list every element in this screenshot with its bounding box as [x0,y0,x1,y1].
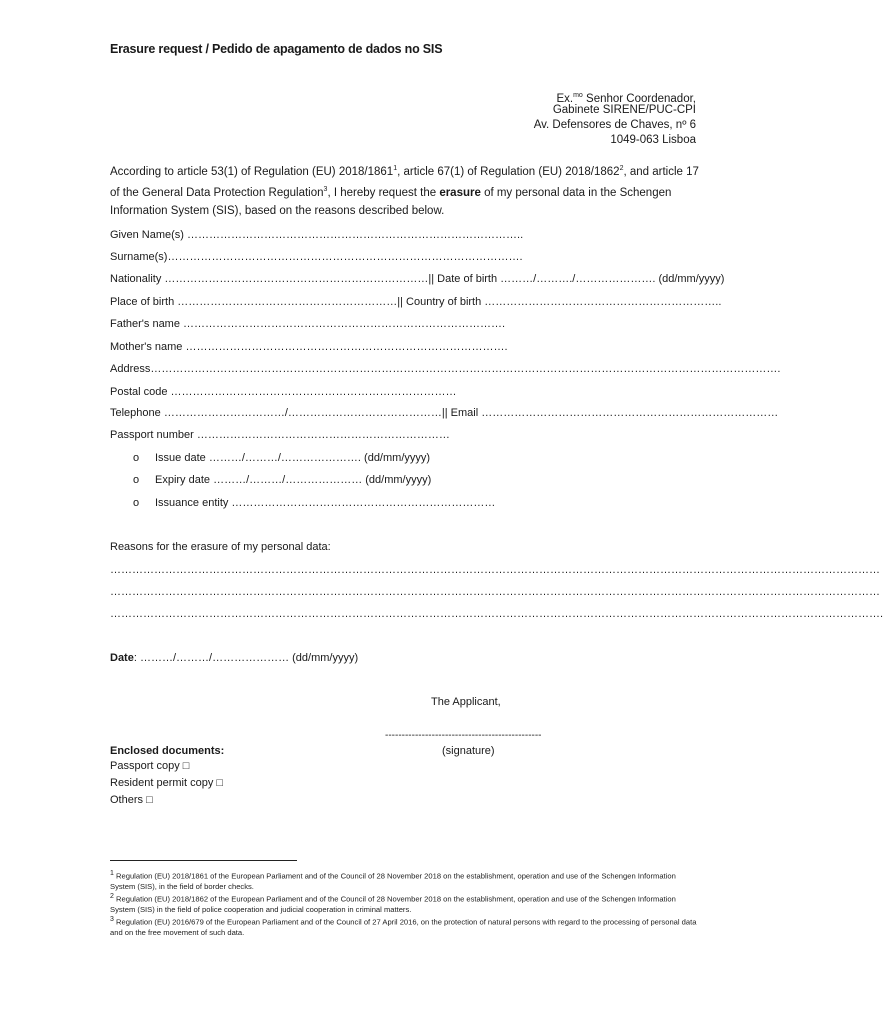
address-field[interactable]: Address………………………………………………………………………………………………………………………………………………………. [110,363,781,375]
issuance-entity-field[interactable]: o Issuance entity ……………………………………………………………… [133,497,496,509]
bullet-icon: o [133,474,140,486]
enclosed-item-resident-permit[interactable]: Resident permit copy □ [110,777,224,789]
telephone-email-field[interactable]: Telephone ……………………………/……………………………………|| Email ……………………………………………………………………… [110,407,779,419]
address-line-2: Gabinete SIRENE/PUC-CPI [552,104,696,116]
enclosed-heading: Enclosed documents: [110,745,225,757]
issue-date-field[interactable]: o Issue date ………/………/…………………. (dd/mm/yyyy) [133,452,431,464]
reasons-line-2[interactable]: ………………………………………………………………………………………………………………………………………………………………………………………… [110,586,880,598]
page-title: Erasure request / Pedido de apagamento de dados no SIS [110,42,443,56]
expiry-date-field[interactable]: o Expiry date ………/………/………………… (dd/mm/yyyy) [133,474,432,486]
father-name-field[interactable]: Father's name ……………………………………………………………………………. [110,318,506,330]
intro-paragraph: According to article 53(1) of Regulation (EU) 2018/1861$^1$, article 67(1) of Regulation (EU) 2018/1862$^2$, and article 17 of the General Data Protection Regulation$^3$, I hereby request the erasure of my personal data in the Schengen Information System (SIS), based on the reasons described below. [110,165,699,217]
place-country-birth-field[interactable]: Place of birth ……………………………………………………|| Country of birth ……………………………………………………….. [110,296,722,308]
reasons-line-1[interactable]: ………………………………………………………………………………………………………………………………………………………………………………………… [110,564,880,576]
mother-name-field[interactable]: Mother's name ……………………………………………………………………………. [110,341,508,353]
bullet-icon: o [133,497,140,509]
bullet-icon: o [133,452,140,464]
reasons-line-3[interactable]: …………………………………………………………………………………………………………………………………………………………………………………………. [110,608,883,620]
address-line-1: Ex.$^{mo}$ Senhor Coordenador, [556,92,696,105]
postal-code-field[interactable]: Postal code …………………………………………………………………… [110,386,457,398]
given-names-field[interactable]: Given Name(s) ……………………………………………………………………………….. [110,229,524,241]
enclosed-item-passport[interactable]: Passport copy □ [110,760,190,772]
signature-label: (signature) [442,745,495,757]
address-line-3: Av. Defensores de Chaves, nº 6 [533,119,696,131]
passport-number-field[interactable]: Passport number …………………………………………………………… [110,429,450,441]
footnote-3: $^3$ Regulation (EU) 2016/679 of the European Parliament and of the Council of 27 April 2016, on the protection of natural persons with regard to the processing of personal data and on the free movement of such data. [110,916,697,938]
footnote-1: $^1$ Regulation (EU) 2018/1861 of the European Parliament and of the Council of 28 November 2018 on the establishment, operation and use of the Schengen Information System (SIS), in the field of border checks. [110,870,676,892]
applicant-label: The Applicant, [431,696,501,708]
footnote-2: $^2$ Regulation (EU) 2018/1862 of the European Parliament and of the Council of 28 November 2018 on the establishment, operation and use of the Schengen Information System (SIS) in the field of police cooperation and judicial cooperation in criminal matters. [110,893,676,915]
reasons-label: Reasons for the erasure of my personal data: [110,541,331,553]
nationality-dob-field[interactable]: Nationality ………………………………………………………………|| Date of birth ………/………./…………………. (dd/mm/yyyy) [110,273,725,285]
address-line-4: 1049-063 Lisboa [610,134,696,146]
surnames-field[interactable]: Surname(s)……………………………………………………………………………………. [110,251,523,263]
enclosed-item-others[interactable]: Others □ [110,794,153,806]
date-field[interactable]: Date: ………/………/………………… (dd/mm/yyyy) [110,652,359,664]
signature-line[interactable]: ----------------------------------------------- [385,730,542,741]
footnote-divider [110,860,297,861]
